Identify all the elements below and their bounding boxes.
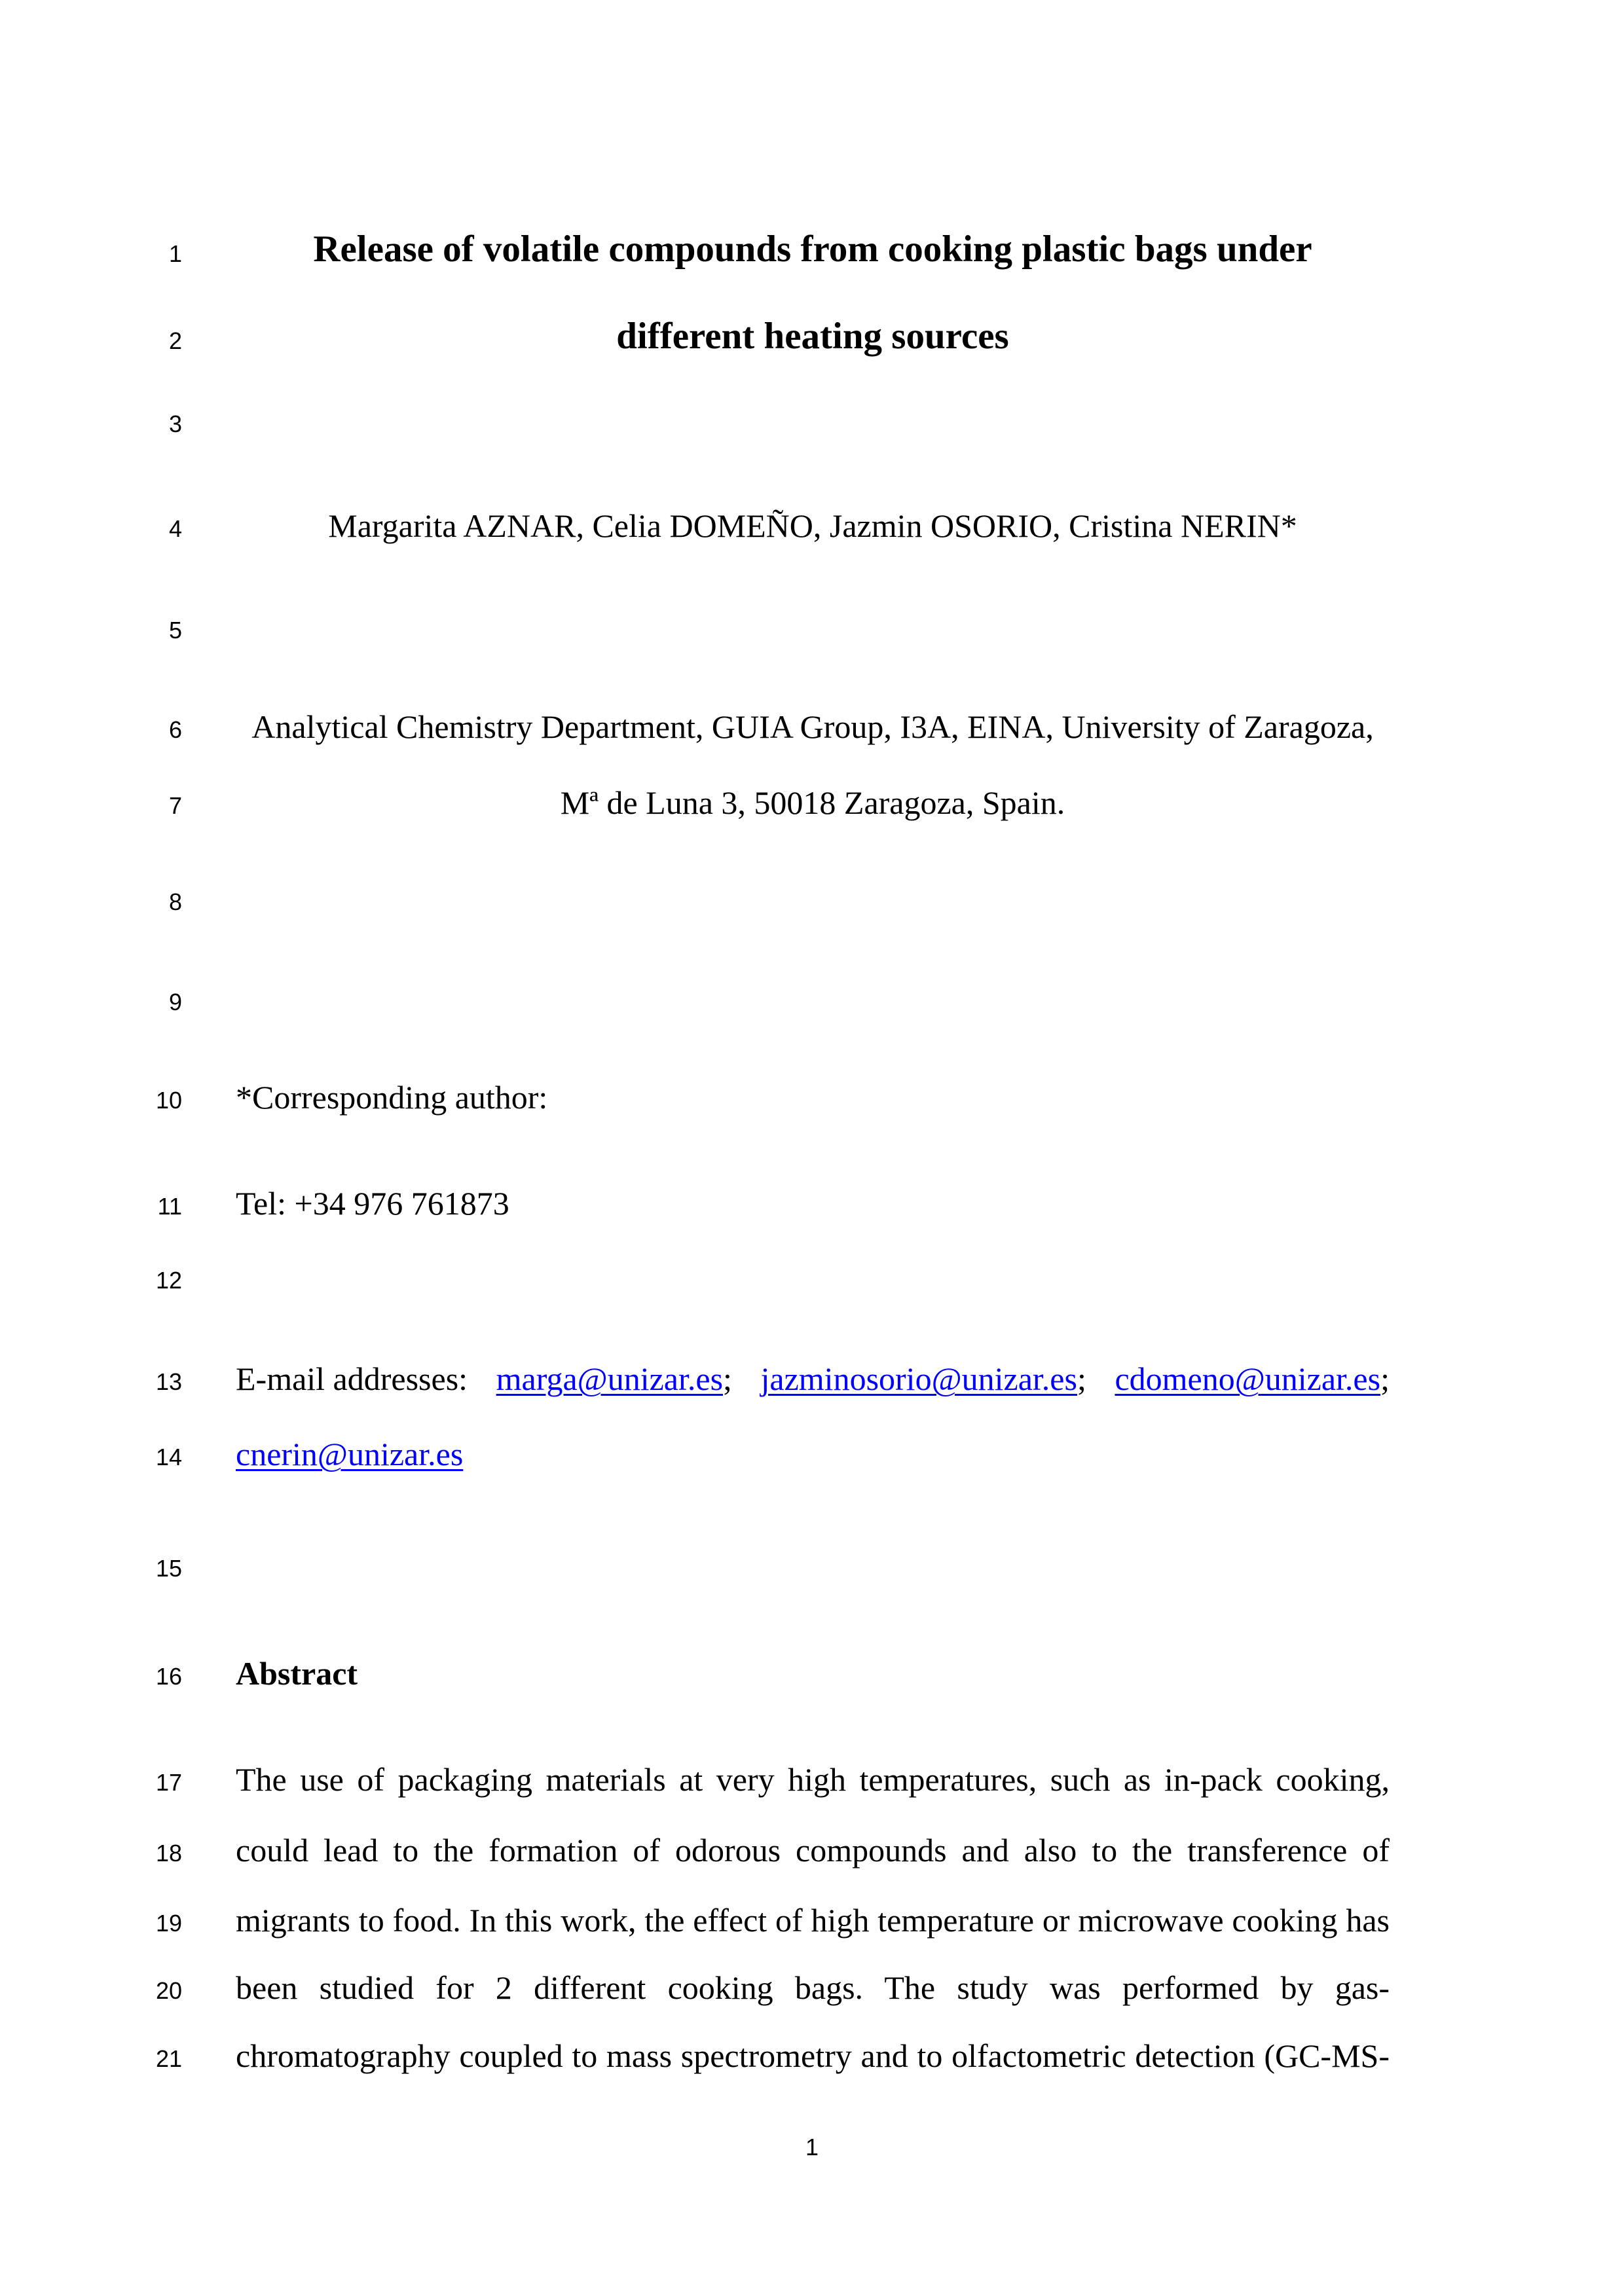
line-number: 7 bbox=[168, 792, 182, 819]
line-number: 11 bbox=[157, 1193, 182, 1220]
affiliation-line-2: Mª de Luna 3, 50018 Zaragoza, Spain. bbox=[560, 784, 1065, 821]
line-number: 10 bbox=[155, 1087, 182, 1114]
line-number: 18 bbox=[155, 1840, 182, 1867]
line-number: 21 bbox=[155, 2045, 182, 2072]
email-link-cdomeno[interactable]: cdomeno@unizar.es bbox=[1115, 1360, 1381, 1397]
author-list: Margarita AZNAR, Celia DOMEÑO, Jazmin OSORIO, Cristina NERIN* bbox=[328, 507, 1297, 544]
email-link-cnerin[interactable]: cnerin@unizar.es bbox=[236, 1436, 464, 1472]
line-number: 19 bbox=[155, 1910, 182, 1937]
abstract-line: The use of packaging materials at very high temperatures, such as in-pack cooking, bbox=[236, 1761, 1390, 1798]
abstract-line: chromatography coupled to mass spectrometry and to olfactometric detection (GC-MS- bbox=[236, 2037, 1390, 2074]
corresponding-author-label: *Corresponding author: bbox=[236, 1079, 548, 1116]
email-label: E-mail addresses: bbox=[236, 1360, 468, 1397]
email-separator: ; bbox=[723, 1360, 732, 1397]
affiliation-line-1: Analytical Chemistry Department, GUIA Group, I3A, EINA, University of Zaragoza, bbox=[251, 708, 1374, 745]
line-number: 8 bbox=[168, 888, 182, 915]
email-entry bbox=[496, 1362, 732, 1395]
line-number: 1 bbox=[168, 240, 182, 267]
email-separator: ; bbox=[1077, 1360, 1086, 1397]
line-number: 20 bbox=[155, 1977, 182, 2004]
paper-title-line-1: Release of volatile compounds from cooking plastic bags under bbox=[313, 228, 1312, 270]
line-number: 6 bbox=[168, 716, 182, 743]
line-number: 3 bbox=[168, 410, 182, 437]
email-addresses-line-2 bbox=[236, 1438, 1390, 1470]
line-number: 9 bbox=[168, 989, 182, 1015]
line-number: 16 bbox=[155, 1663, 182, 1690]
email-link-jazminosorio[interactable]: jazminosorio@unizar.es bbox=[760, 1360, 1077, 1397]
email-link-marga[interactable]: marga@unizar.es bbox=[496, 1360, 724, 1397]
email-entry bbox=[761, 1362, 1086, 1395]
abstract-heading: Abstract bbox=[236, 1655, 358, 1692]
line-number: 13 bbox=[155, 1368, 182, 1395]
line-number: 14 bbox=[155, 1444, 182, 1470]
line-number: 17 bbox=[155, 1769, 182, 1796]
abstract-line: could lead to the formation of odorous compounds and also to the transference of bbox=[236, 1832, 1390, 1868]
line-number: 5 bbox=[168, 617, 182, 644]
paper-title-line-2: different heating sources bbox=[616, 316, 1009, 357]
abstract-line: been studied for 2 different cooking bags. The study was performed by gas- bbox=[236, 1969, 1390, 2006]
line-number: 2 bbox=[168, 327, 182, 354]
line-number: 4 bbox=[168, 515, 182, 542]
page-number: 1 bbox=[805, 2134, 819, 2160]
email-separator: ; bbox=[1380, 1360, 1390, 1397]
email-entry bbox=[1115, 1362, 1390, 1395]
line-number: 15 bbox=[155, 1555, 182, 1582]
email-addresses-line bbox=[236, 1362, 1390, 1395]
line-number: 12 bbox=[155, 1267, 182, 1294]
abstract-line: migrants to food. In this work, the effect of high temperature or microwave cooking has bbox=[236, 1902, 1390, 1939]
telephone: Tel: +34 976 761873 bbox=[236, 1185, 509, 1222]
